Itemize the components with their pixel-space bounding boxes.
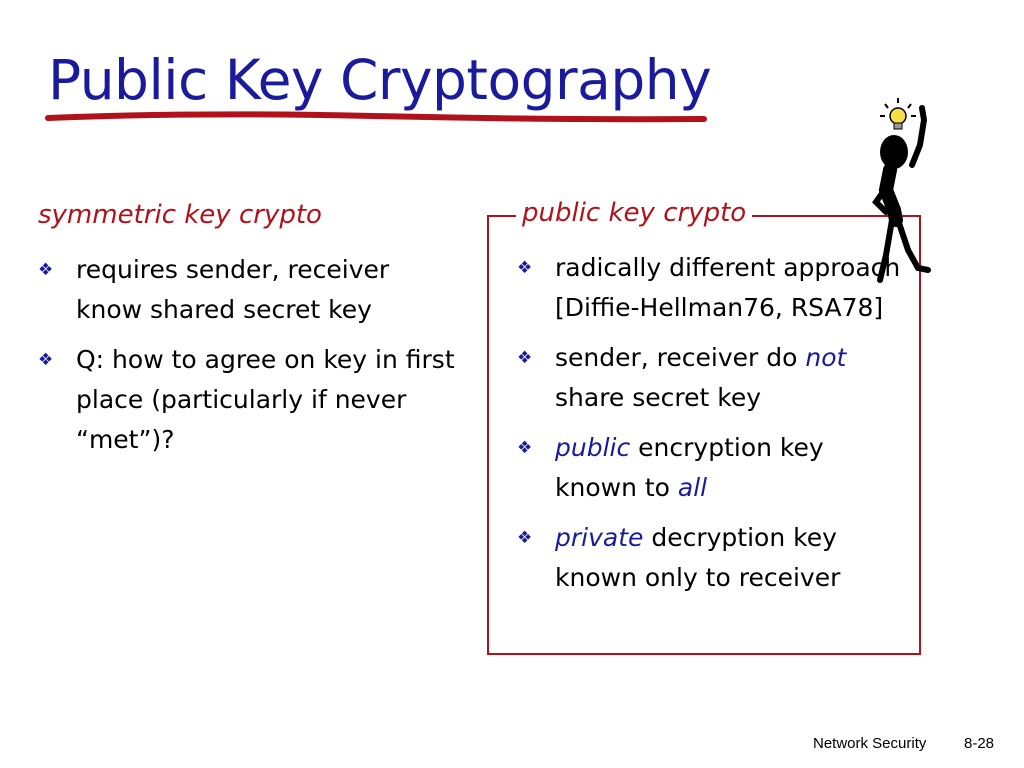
emphasis-all: all bbox=[677, 473, 708, 502]
diamond-bullet-icon: ❖ bbox=[38, 350, 54, 370]
diamond-bullet-icon: ❖ bbox=[517, 258, 533, 278]
public-key-heading: public key crypto bbox=[516, 198, 752, 228]
footer-page-number: 8-28 bbox=[964, 735, 995, 752]
bullet-text-pre: sender, receiver do bbox=[555, 343, 806, 372]
idea-person-icon bbox=[860, 90, 950, 290]
symmetric-key-heading: symmetric key crypto bbox=[38, 200, 322, 230]
list-item bbox=[38, 250, 458, 330]
emphasis-not: not bbox=[805, 343, 847, 372]
diamond-bullet-icon: ❖ bbox=[517, 528, 533, 548]
list-item bbox=[38, 340, 458, 460]
bullet-text: requires sender, receiver know shared secret key bbox=[76, 255, 390, 324]
list-item bbox=[517, 518, 907, 598]
bullet-text-mid: encryption key known to bbox=[555, 433, 824, 502]
diamond-bullet-icon: ❖ bbox=[517, 438, 533, 458]
emphasis-private: private bbox=[555, 523, 644, 552]
list-item bbox=[517, 338, 907, 418]
list-item bbox=[517, 428, 907, 508]
diamond-bullet-icon: ❖ bbox=[38, 260, 54, 280]
diamond-bullet-icon: ❖ bbox=[517, 348, 533, 368]
emphasis-public: public bbox=[555, 433, 631, 462]
bullet-text: radically different approach [Diffie-Hellman76, RSA78] bbox=[555, 253, 901, 322]
lightbulb-icon bbox=[880, 98, 916, 129]
footer-section: Network Security bbox=[813, 735, 927, 752]
list-item bbox=[517, 248, 907, 328]
bullet-text-post: decryption key known only to receiver bbox=[555, 523, 841, 592]
symmetric-key-list bbox=[38, 250, 458, 470]
bullet-text: Q: how to agree on key in first place (particularly if never “met”)? bbox=[76, 345, 455, 454]
public-key-list bbox=[517, 248, 907, 608]
bullet-text-post: share secret key bbox=[555, 383, 762, 412]
slide-title: Public Key Cryptography bbox=[48, 48, 712, 112]
title-underline bbox=[44, 108, 714, 128]
